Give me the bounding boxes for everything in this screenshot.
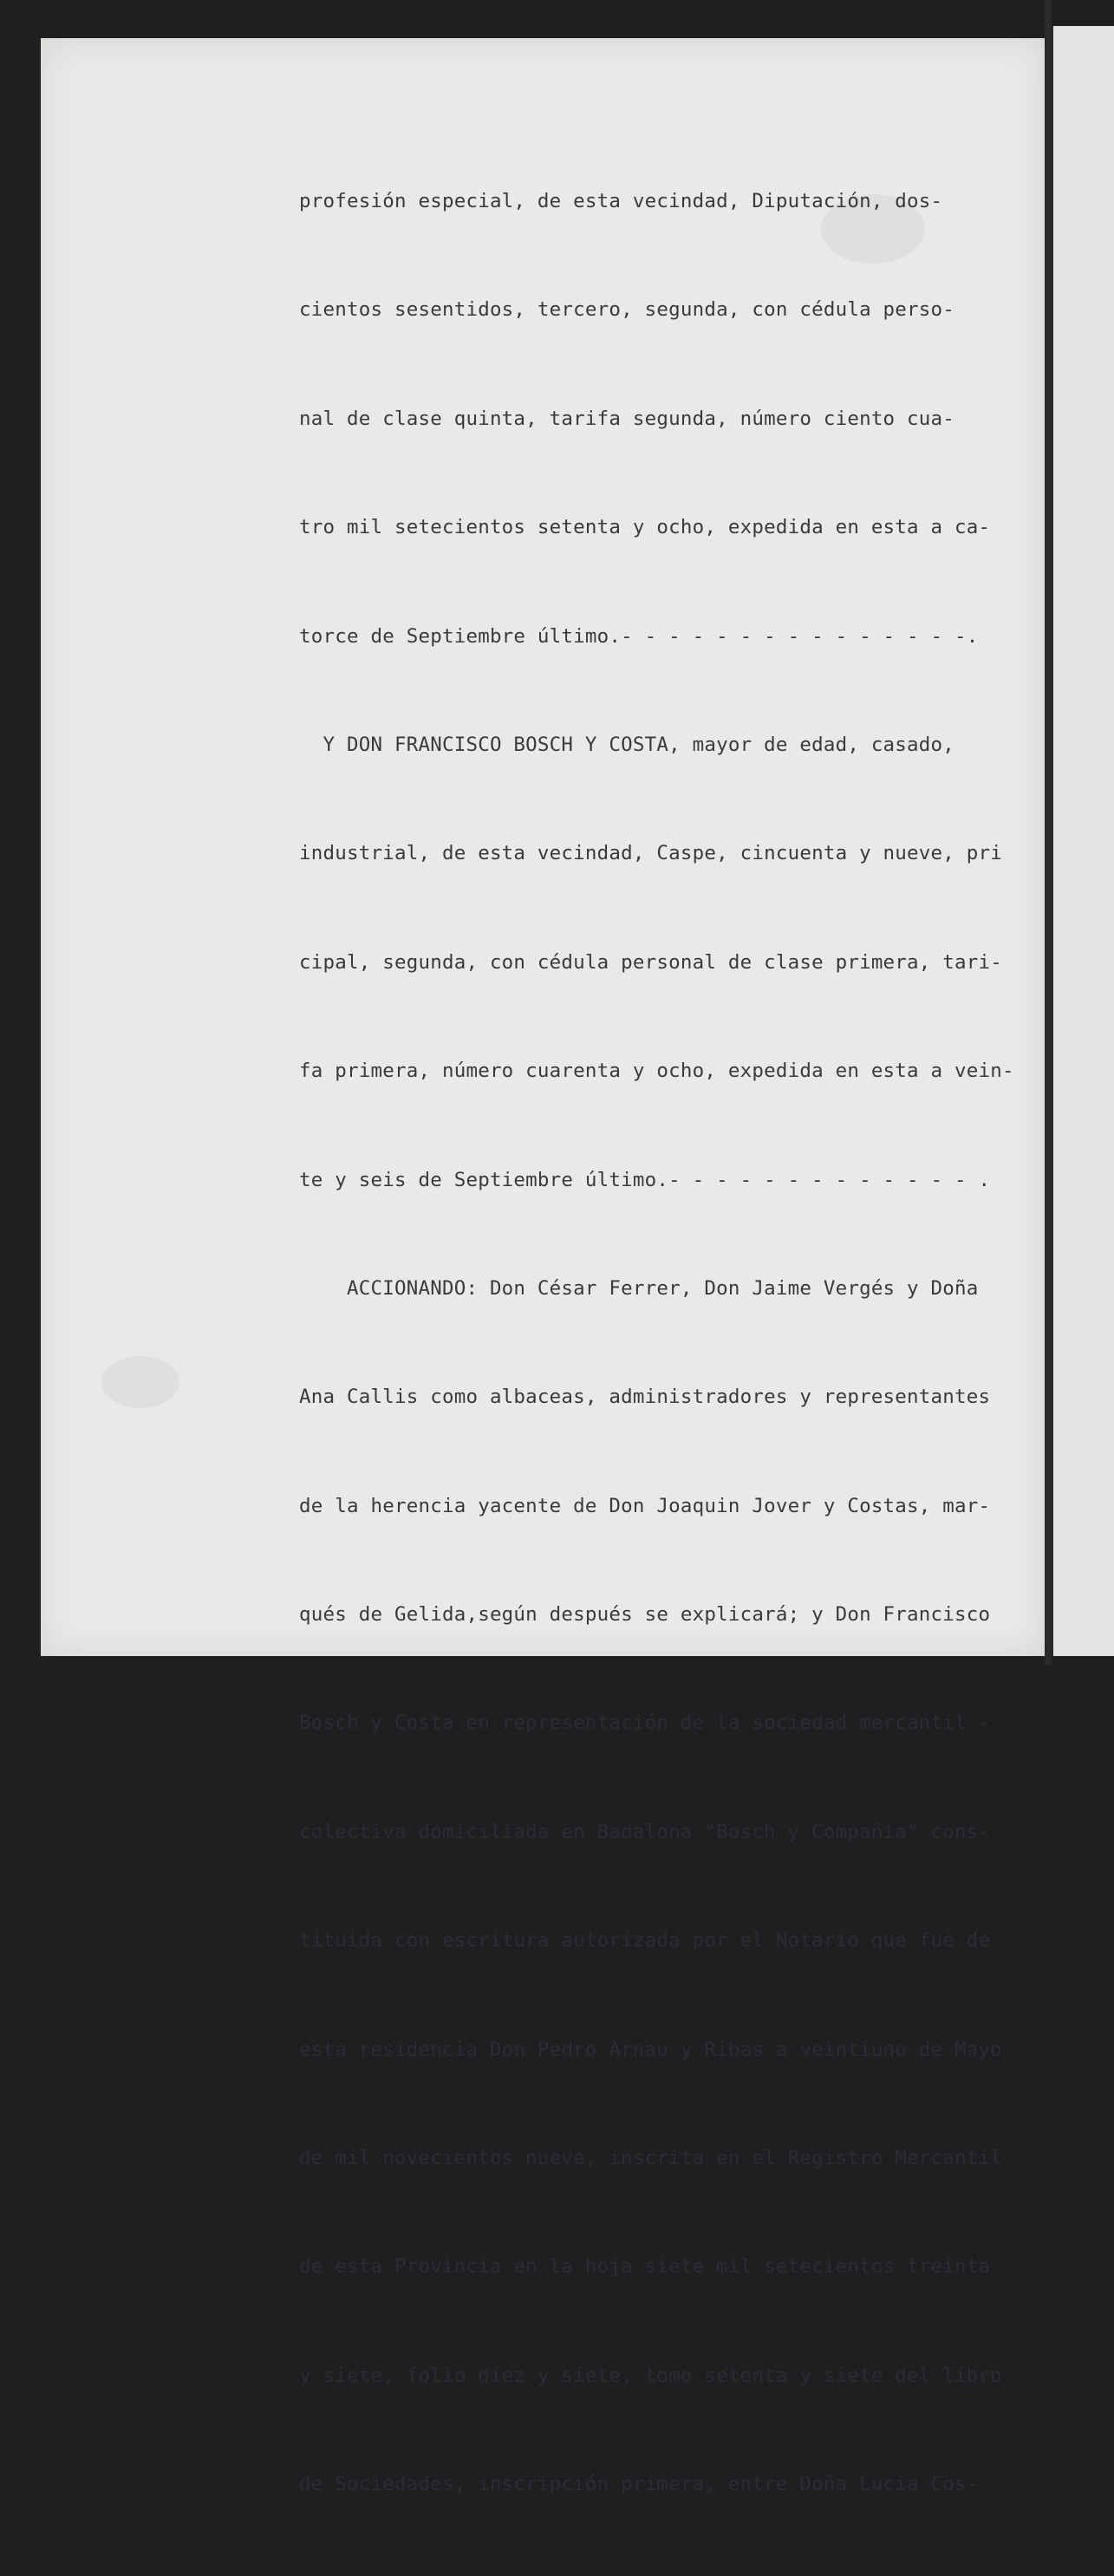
text-line: de esta Provincia en la hoja siete mil setecientos treinta	[299, 2255, 991, 2279]
text-line: tro mil setecientos setenta y ocho, expedida en esta a ca-	[299, 516, 991, 539]
text-line: Y DON FRANCISCO BOSCH Y COSTA, mayor de edad, casado,	[299, 733, 955, 756]
text-line: de mil novecientos nueve, inscrita en el Registro Mercantil	[299, 2147, 1003, 2170]
text-line: Bosch y Costa en representación de la sociedad mercantil -	[299, 1712, 991, 1735]
text-line: colectiva domiciliada en Badalona "Bosch y Compañia" cons-	[299, 1820, 991, 1843]
adjacent-page-edge	[1052, 26, 1114, 1656]
text-line: tituida con escritura autorizada por el Notario que fué de	[299, 1929, 991, 1953]
typewritten-text	[299, 139, 1036, 2576]
text-line: fa primera, número cuarenta y ocho, expedida en esta a vein-	[299, 1060, 1014, 1083]
text-line: cientos sesentidos, tercero, segunda, con cédula perso-	[299, 298, 955, 322]
text-line: torce de Septiembre último.- - - - - - - - - - - - - - -.	[299, 624, 979, 648]
paper-stain	[101, 1356, 179, 1408]
text-line: cipal, segunda, con cédula personal de clase primera, tari-	[299, 950, 1003, 974]
text-line: y siete, folio diez y siete, tomo setenta y siete del libro	[299, 2364, 1003, 2387]
page-fold	[1045, 0, 1052, 1665]
text-line: Ana Callis como albaceas, administradores y representantes	[299, 1386, 991, 1409]
text-line: industrial, de esta vecindad, Caspe, cincuenta y nueve, pri	[299, 842, 1003, 865]
text-line: nal de clase quinta, tarifa segunda, número ciento cua-	[299, 407, 955, 430]
text-line: qués de Gelida,según después se explicará; y Don Francisco	[299, 1603, 991, 1627]
text-line: profesión especial, de esta vecindad, Diputación, dos-	[299, 190, 943, 212]
text-line: esta residencia Don Pedro Arnau y Ribas a veintiuno de Mayo	[299, 2038, 1003, 2061]
text-line: te y seis de Septiembre último.- - - - - - - - - - - - - .	[299, 1168, 991, 1191]
text-line: ACCIONANDO: Don César Ferrer, Don Jaime Vergés y Doña	[299, 1276, 979, 1300]
text-line: de la herencia yacente de Don Joaquin Jover y Costas, mar-	[299, 1494, 991, 1517]
text-line: de Sociedades, inscripción primera, entre Doña Lucia Cos-	[299, 2473, 979, 2496]
